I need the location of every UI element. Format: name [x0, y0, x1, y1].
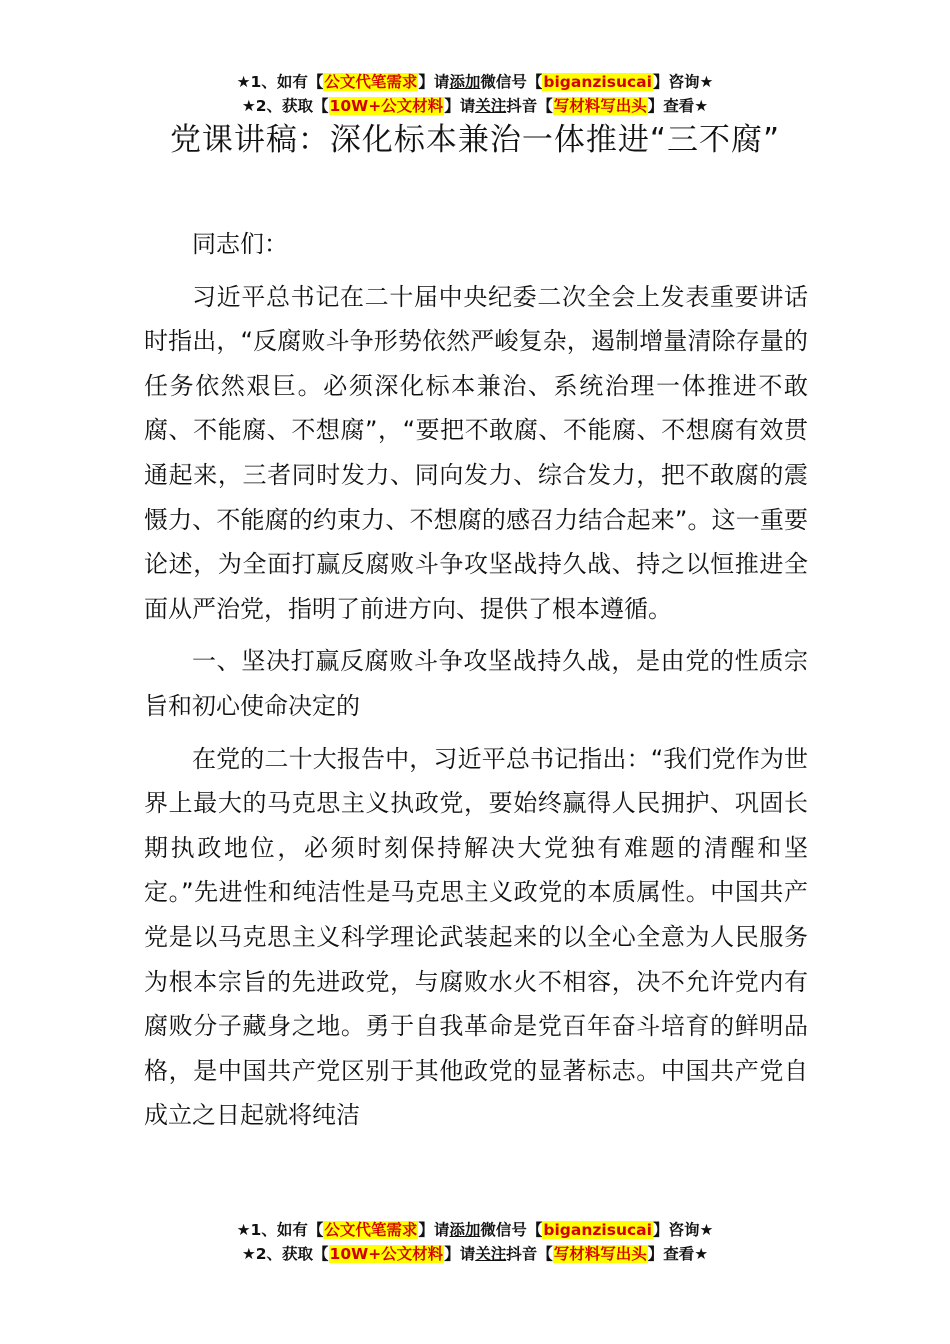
- promo-text: 】请: [418, 73, 450, 91]
- promo-line-2: [0, 94, 950, 118]
- document-body: [144, 222, 808, 1146]
- promo-highlight: 10W+公文材料: [329, 97, 444, 115]
- promo-underline: 关注: [475, 1245, 507, 1263]
- promo-text: ★1、如有【: [236, 1221, 324, 1239]
- promo-text: 微信号【: [480, 1221, 543, 1239]
- promo-highlight: 公文代笔需求: [324, 73, 418, 91]
- promo-douyin-id: 写材料写出头: [553, 1245, 647, 1263]
- promo-text: 】请: [444, 1245, 476, 1263]
- body-paragraph: 在党的二十大报告中，习近平总书记指出：“我们党作为世界上最大的马克思主义执政党，要始终赢得人民拥护、巩固长期执政地位，必须时刻保持解决大党独有难题的清醒和坚定。”先进性和纯洁性是马克思主义政党的本质属性。中国共产党是以马克思主义科学理论武装起来的以全心全意为人民服务为根本宗旨的先进政党，与腐败水火不相容，决不允许党内有腐败分子藏身之地。勇于自我革命是党百年奋斗培育的鲜明品格，是中国共产党区别于其他政党的显著标志。中国共产党自成立之日起就将纯洁: [144, 744, 808, 1130]
- promo-text: ★2、获取【: [241, 97, 329, 115]
- promo-line-1: [0, 1218, 950, 1242]
- promo-text: 】查看★: [647, 1245, 709, 1263]
- promo-text: 】查看★: [647, 97, 709, 115]
- promo-line-1: [0, 70, 950, 94]
- promo-douyin-id: 写材料写出头: [553, 97, 647, 115]
- promo-text: 】请: [418, 1221, 450, 1239]
- body-paragraph: 习近平总书记在二十届中央纪委二次全会上发表重要讲话时指出，“反腐败斗争形势依然严峻复杂，遏制增量清除存量的任务依然艰巨。必须深化标本兼治、系统治理一体推进不敢腐、不能腐、不想腐”，“要把不敢腐、不能腐、不想腐有效贯通起来，三者同时发力、同向发力、综合发力，把不敢腐的震慑力、不能腐的约束力、不想腐的感召力结合起来”。这一重要论述，为全面打赢反腐败斗争攻坚战持久战、持之以恒推进全面从严治党，指明了前进方向、提供了根本遵循。: [144, 282, 808, 623]
- promo-underline: 关注: [475, 97, 507, 115]
- promo-text: 抖音【: [506, 97, 553, 115]
- promo-highlight: 公文代笔需求: [324, 1221, 418, 1239]
- document-title: 党课讲稿：深化标本兼治一体推进“三不腐”: [169, 122, 781, 158]
- promo-underline: 添加: [449, 1221, 481, 1239]
- promo-line-2: [0, 1242, 950, 1266]
- section-heading: 一、坚决打赢反腐败斗争攻坚战持久战，是由党的性质宗旨和初心使命决定的: [144, 647, 808, 720]
- header-promo: [0, 70, 950, 118]
- promo-text: 】咨询★: [652, 73, 714, 91]
- promo-wechat-id: biganzisucai: [543, 1221, 652, 1239]
- promo-underline: 添加: [449, 73, 481, 91]
- promo-text: ★2、获取【: [241, 1245, 329, 1263]
- footer-promo: [0, 1218, 950, 1266]
- promo-wechat-id: biganzisucai: [543, 73, 652, 91]
- promo-text: 抖音【: [506, 1245, 553, 1263]
- promo-text: 】请: [444, 97, 476, 115]
- promo-text: 】咨询★: [652, 1221, 714, 1239]
- salutation: 同志们：: [192, 230, 288, 258]
- promo-highlight: 10W+公文材料: [329, 1245, 444, 1263]
- promo-text: 微信号【: [480, 73, 543, 91]
- promo-text: ★1、如有【: [236, 73, 324, 91]
